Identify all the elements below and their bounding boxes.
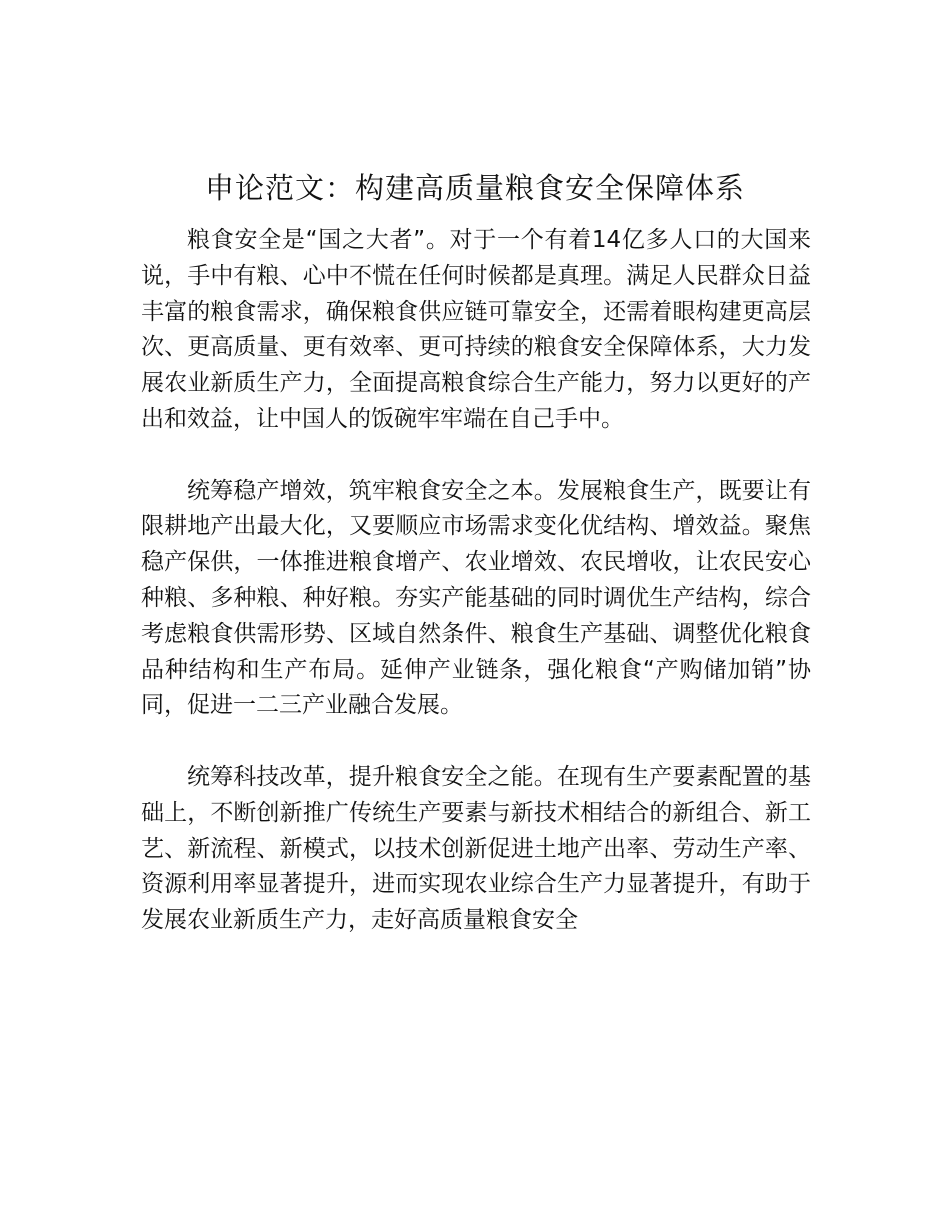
document-body (141, 223, 811, 939)
document-title: 申论范文：构建高质量粮食安全保障体系 (204, 171, 745, 205)
paragraph-3: 统筹科技改革，提升粮食安全之能。在现有生产要素配置的基础上，不断创新推广传统生产要素与新技术相结合的新组合、新工艺、新流程、新模式，以技术创新促进土地产出率、劳动生产率、资源利用率显著提升，进而实现农业综合生产力显著提升，有助于发展农业新质生产力，走好高质量粮食安全 (141, 763, 811, 934)
paragraph-1: 粮食安全是“国之大者”。对于一个有着14亿多人口的大国来说，手中有粮、心中不慌在任何时候都是真理。满足人民群众日益丰富的粮食需求，确保粮食供应链可靠安全，还需着眼构建更高层次、更高质量、更有效率、更可持续的粮食安全保障体系，大力发展农业新质生产力，全面提高粮食综合生产能力，努力以更好的产出和效益，让中国人的饭碗牢牢端在自己手中。 (141, 227, 811, 432)
paragraph-2: 统筹稳产增效，筑牢粮食安全之本。发展粮食生产，既要让有限耕地产出最大化，又要顺应市场需求变化优结构、增效益。聚焦稳产保供，一体推进粮食增产、农业增效、农民增收，让农民安心种粮、多种粮、种好粮。夯实产能基础的同时调优生产结构，综合考虑粮食供需形势、区域自然条件、粮食生产基础、调整优化粮食品种结构和生产布局。延伸产业链条，强化粮食“产购储加销”协同，促进一二三产业融合发展。 (141, 477, 811, 719)
